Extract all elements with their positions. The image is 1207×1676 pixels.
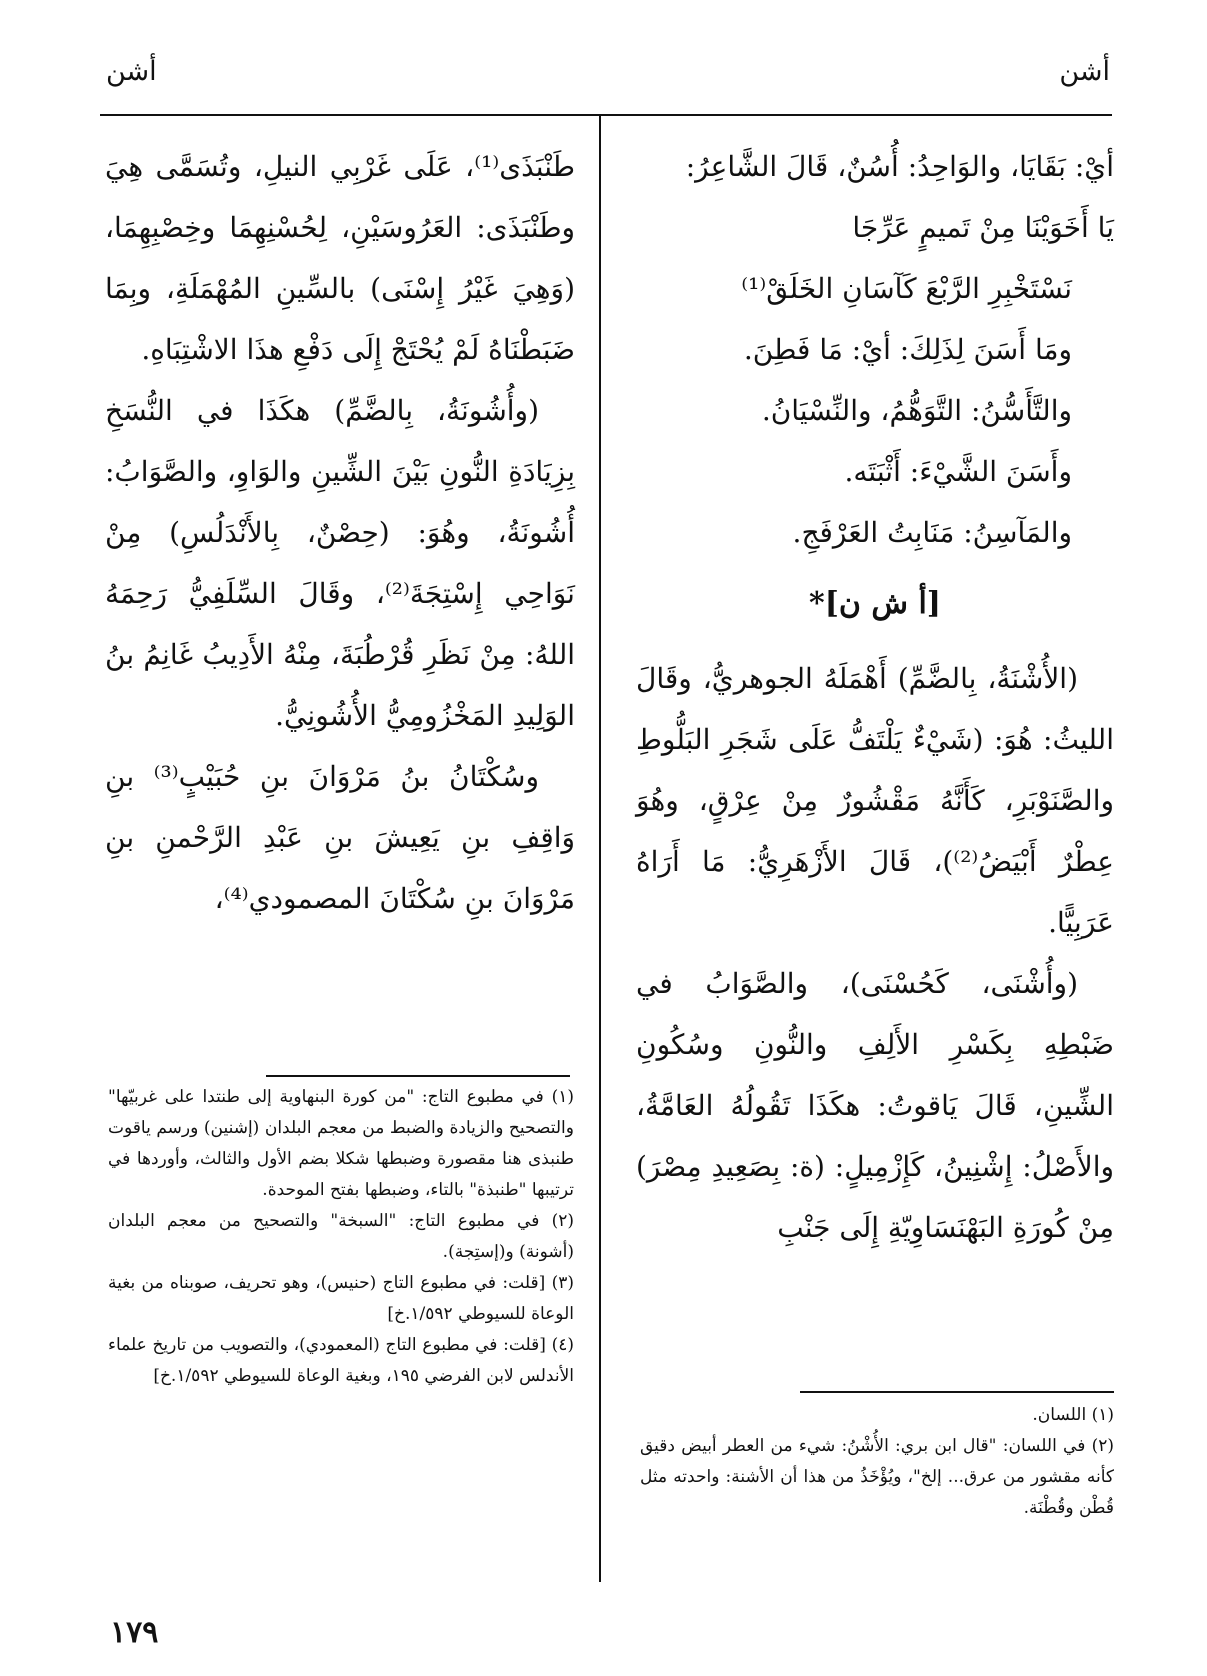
entry-heading: [أ ش ن]* [809, 586, 941, 621]
entry-text-line: ومَا أَسَنَ لِذَلِكَ: أيْ: مَا فَطِنَ. [743, 333, 1072, 366]
entry-paragraph: (وأُشُونَةُ، بِالضَّمِّ) هكَذَا في النُّسَخِ بِزِيَادَةِ النُّونِ بَيْنَ الشِّينِ والوَاوِ، والصَّوَابُ: أُشُونَةُ، وهُوَ: (حِصْنٌ، بِالأَنْدَلُسِ) مِنْ نَوَاحِي إِسْتِجَةَ⁽²⁾، وقَالَ السِّلَفِيُّ رَحِمَهُ اللهُ: مِنْ نَظَرِ قُرْطُبَةَ، مِنْهُ الأَدِيبُ غَانِمُ بنُ الوَلِيدِ المَخْزُومِيُّ الأُشُونِيُّ. [105, 394, 575, 732]
poem-line: نَسْتَخْبِرِ الرَّبْعَ كَآسَانِ الخَلَقْ⁽¹⁾ [741, 272, 1072, 305]
running-head-left: أشن [106, 56, 157, 87]
entry-paragraph: (وأُشْنَى، كَحُسْنَى)، والصَّوَابُ في ضَبْطِهِ بِكَسْرِ الأَلِفِ والنُّونِ وسُكُونِ الشِّينِ، قَالَ يَاقوتُ: هكَذَا تَقُولُهُ العَامَّةُ، والأَصْلُ: إِشْنِينُ، كَإِزْمِيلٍ: (ة: بِصَعِيدِ مِصْرَ) مِنْ كُورَةِ البَهْنَسَاوِيّةِ إِلَى جَنْبِ [636, 967, 1114, 1244]
column-divider [599, 114, 601, 1582]
footnote: (٢) في مطبوع التاج: "السبخة" والتصحيح من معجم البلدان (أشونة) و(إستِجة). [108, 1211, 574, 1262]
entry-text-line: أيْ: بَقَايَا، والوَاحِدُ: أُسُنٌ، قَالَ الشَّاعِرُ: [685, 150, 1114, 183]
footnote: (١) في مطبوع التاج: "من كورة البنهاوية إلى طنتدا على غربيّها" والتصحيح والزيادة والضبط من معجم البلدان (إشنين) ورسم ياقوت طنبذى هنا مقصورة وضبطها شكلا بضم الأول والثالث، وأوردها في ترتيبها "طنبذة" بالتاء، وضبطها بفتح الموحدة. [108, 1087, 574, 1200]
footnote: (٢) في اللسان: "قال ابن بري: الأُشْنُ: شيء من العطر أبيض دقيق كأنه مقشور من عرق... إلخ"، ويُؤْخَذُ من هذا أن الأشنة: واحدته مثل قُطْن وقُطْنَة. [640, 1436, 1114, 1518]
running-head-right: أشن [1059, 56, 1110, 87]
right-column [636, 136, 1114, 1258]
entry-text-line: والمَآسِنُ: مَنَابِتُ العَرْفَجِ. [792, 516, 1072, 549]
footnotes-right [640, 1400, 1114, 1524]
entry-paragraph: وسُكْتَانُ بنُ مَرْوَانَ بنِ حُبَيْبٍ⁽³⁾ بنِ وَاقِفِ بنِ يَعِيشَ بنِ عَبْدِ الرَّحْمنِ بنِ مَرْوَانَ بنِ سُكْتَانَ المصمودي⁽⁴⁾، [105, 760, 575, 915]
poem-line: يَا أَخَوَيْنَا مِنْ تَميمٍ عَرِّجَا [852, 211, 1114, 244]
entry-text-line: والتَّأَسُّنُ: التَّوَهُّمُ، والنِّسْيَانُ. [761, 394, 1072, 427]
footnote: (١) اللسان. [1032, 1405, 1114, 1425]
footnotes-left [108, 1082, 574, 1392]
entry-paragraph: طَنْبَذَى⁽¹⁾، عَلَى غَرْبِي النيلِ، وتُسَمَّى هِيَ وطَنْبَذَى: العَرُوسَيْنِ، لِحُسْنِهِمَا وخِصْبِهِمَا، (وَهِيَ غَيْرُ إِسْنَى) بالسِّينِ المُهْمَلَةِ، وبِمَا ضَبَطْنَاهُ لَمْ يُحْتَجْ إِلَى دَفْعِ هذَا الاشْتِبَاهِ. [105, 150, 575, 366]
header-rule [100, 114, 1112, 116]
entry-paragraph: (الأُشْنَةُ، بِالضَّمِّ) أَهْمَلَهُ الجوهريُّ، وقَالَ الليثُ: هُوَ: (شَيْءٌ يَلْتَفُّ عَلَى شَجَرِ البَلُّوطِ والصَّنَوْبَرِ، كَأَنَّهُ مَقْشُورٌ مِنْ عِرْقٍ، وهُوَ عِطْرٌ أَبْيَضُ⁽²⁾)، قَالَ الأَزْهَرِيُّ: مَا أَرَاهُ عَرَبِيًّا. [636, 662, 1114, 939]
page-number: ١٧٩ [110, 1615, 159, 1650]
entry-text-line: وأَسَنَ الشَّيْءَ: أَثْبَتَه. [844, 455, 1072, 488]
footnote: (٤) [قلت: في مطبوع التاج (المعمودي)، والتصويب من تاريخ علماء الأندلس لابن الفرضي ١٩٥، وبغية الوعاة للسيوطي ١/٥٩٢.خ] [108, 1335, 574, 1386]
footnote-rule [800, 1391, 1114, 1393]
footnote: (٣) [قلت: في مطبوع التاج (حنيس)، وهو تحريف، صوبناه من بغية الوعاة للسيوطي ١/٥٩٢.خ] [108, 1273, 574, 1324]
footnote-rule [266, 1075, 570, 1077]
left-column [105, 136, 575, 929]
